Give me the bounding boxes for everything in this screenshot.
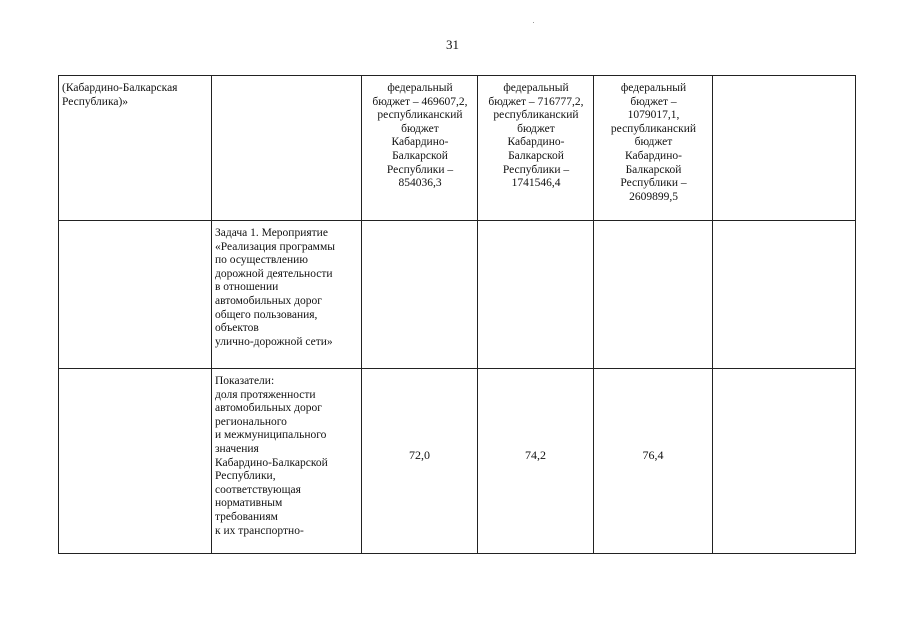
table-cell-r1-c3 bbox=[362, 76, 478, 221]
table-cell-r3-c3 bbox=[362, 369, 478, 553]
table-cell-r1-c4 bbox=[478, 76, 594, 221]
table-cell-r1-c5 bbox=[594, 76, 713, 221]
table-cell-r2-c1 bbox=[59, 221, 212, 369]
indicator-text: Показатели: доля протяженности автомобильных дорог регионального и межмуниципального значения Кабардино-Балкарской Республики, соответствующая нормативным требованиям к их транспортно- bbox=[215, 375, 328, 537]
funding-text: федеральный бюджет – 1079017,1, республиканский бюджет Кабардино- Балкарской Республики – 2609899,5 bbox=[610, 82, 697, 203]
indicator-value: 72,0 bbox=[409, 448, 430, 462]
table-cell-r3-c5 bbox=[594, 369, 713, 553]
table-cell-r1-c1 bbox=[59, 76, 212, 221]
table-cell-r1-c2 bbox=[212, 76, 362, 221]
task-text: Задача 1. Мероприятие «Реализация программы по осуществлению дорожной деятельности в отношении автомобильных дорог общего пользования, объектов улично-дорожной сети» bbox=[215, 227, 335, 348]
table-cell-r2-c2 bbox=[212, 221, 362, 369]
table-cell-r3-c6 bbox=[713, 369, 855, 553]
indicator-value: 74,2 bbox=[525, 448, 546, 462]
cell-text: (Кабардино-Балкарская Республика)» bbox=[62, 82, 178, 108]
indicator-value: 76,4 bbox=[642, 448, 664, 462]
table-cell-r2-c5 bbox=[594, 221, 713, 369]
funding-text: федеральный бюджет – 469607,2, республиканский бюджет Кабардино- Балкарской Республики – 854036,3 bbox=[372, 82, 468, 190]
table-cell-r2-c4 bbox=[478, 221, 594, 369]
scan-speck bbox=[533, 22, 534, 23]
data-table bbox=[58, 75, 856, 554]
table-cell-r1-c6 bbox=[713, 76, 855, 221]
funding-text: федеральный бюджет – 716777,2, республиканский бюджет Кабардино- Балкарской Республики – 1741546,4 bbox=[488, 82, 584, 190]
table-cell-r3-c2 bbox=[212, 369, 362, 553]
table-cell-r3-c1 bbox=[59, 369, 212, 553]
page-number: 31 bbox=[446, 37, 459, 52]
table-cell-r2-c3 bbox=[362, 221, 478, 369]
table-cell-r3-c4 bbox=[478, 369, 594, 553]
table-cell-r2-c6 bbox=[713, 221, 855, 369]
